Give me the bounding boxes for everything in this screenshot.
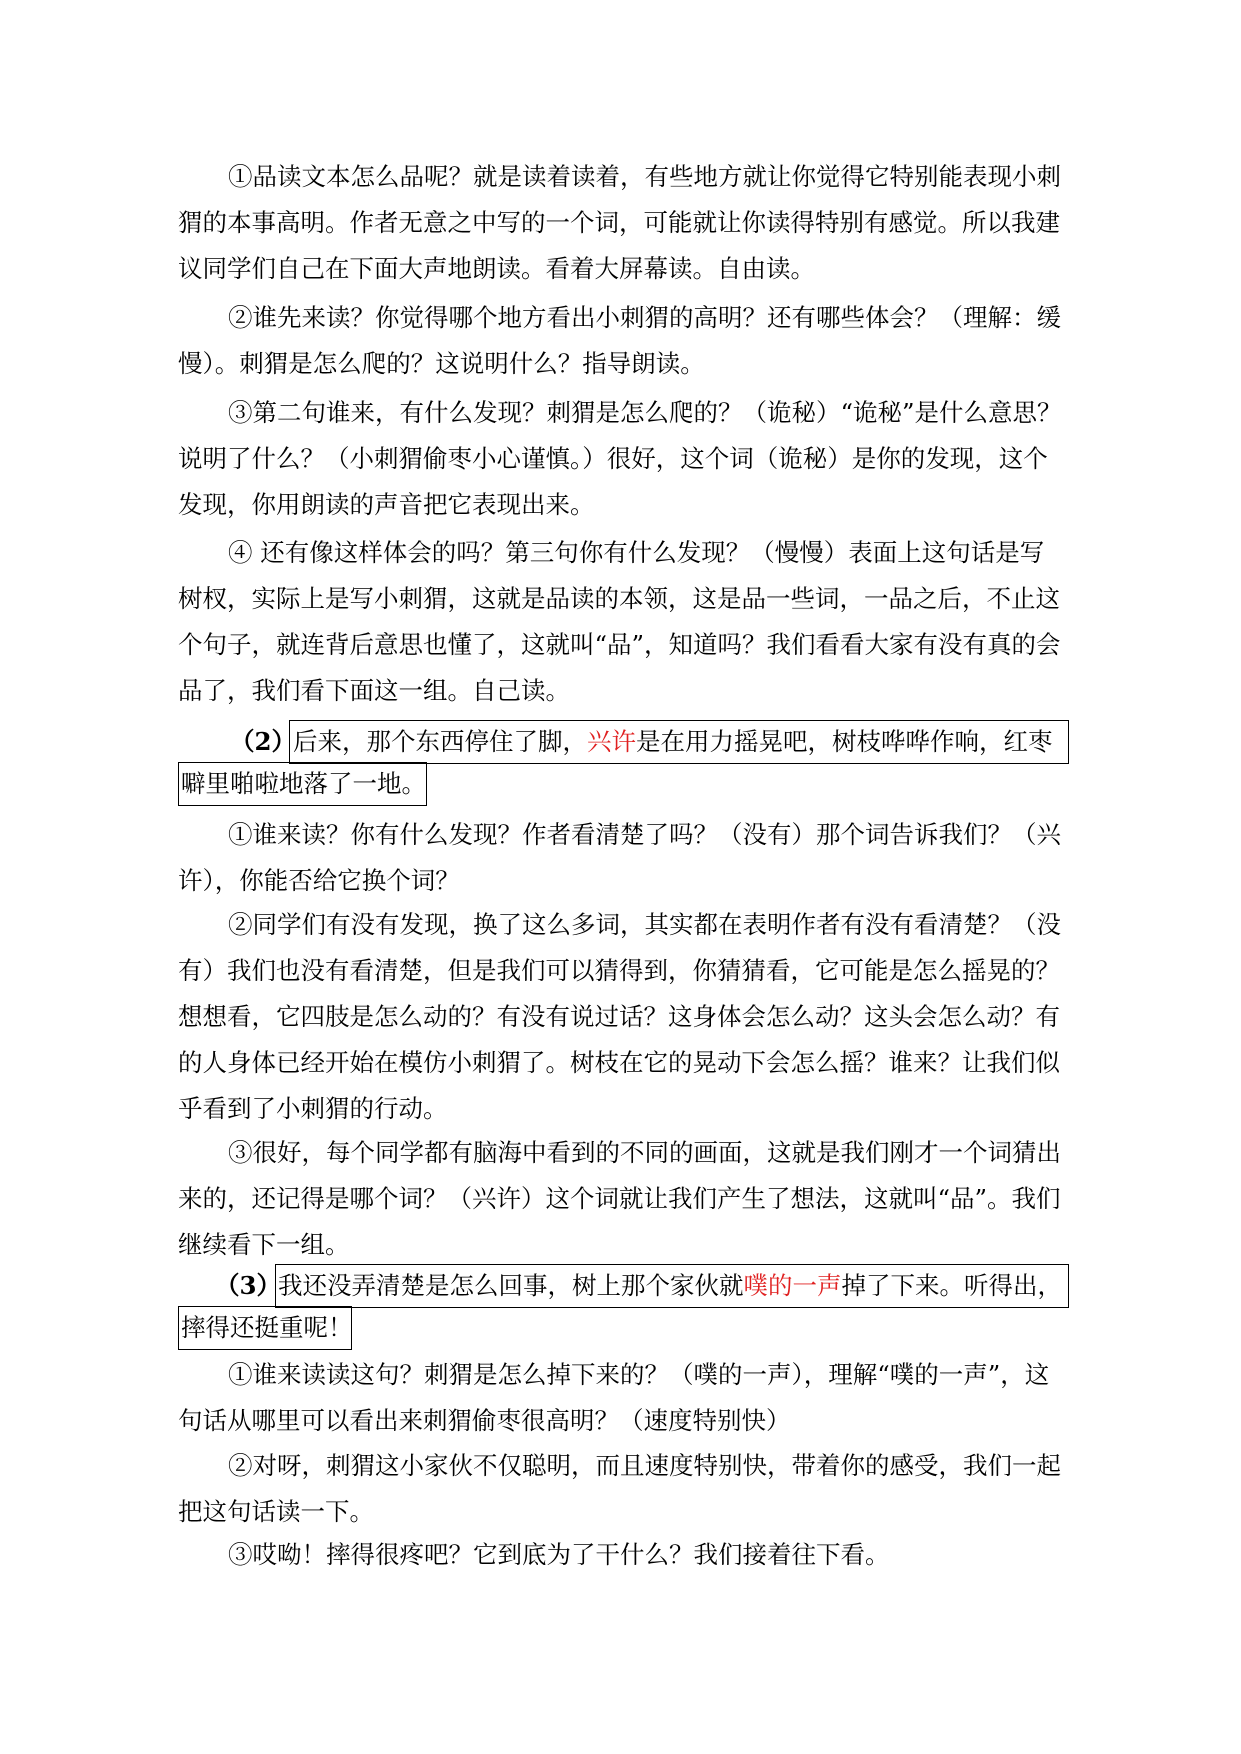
paragraph-4: ④ 还有像这样体会的吗？第三句你有什么发现？（慢慢）表面上这句话是写树杈，实际上是写小刺猬，这就是品读的本领，这是品一些词，一品之后，不止这个句子，就连背后意思也懂了，这就叫“品”，知道吗？我们看看大家有没有真的会品了，我们看下面这一组。自己读。 [178,538,1061,705]
quote-number: （2） [230,727,297,756]
paragraph-7: ③很好，每个同学都有脑海中看到的不同的画面，这就是我们刚才一个词猜出来的，还记得是哪个词？（兴许）这个词就让我们产生了想法，这就叫“品”。我们继续看下一组。 [178,1138,1061,1259]
highlighted-word: 兴许 [587,727,636,756]
paragraph-8: ①谁来读读这句？刺猬是怎么掉下来的？（噗的一声），理解“噗的一声”，这句话从哪里可以看出来刺猬偷枣很高明？（速度特别快） [178,1360,1050,1435]
quote-number: （3） [215,1271,282,1300]
paragraph-3: ③第二句谁来，有什么发现？刺猬是怎么爬的？（诡秘）“诡秘”是什么意思？说明了什么？（小刺猬偷枣小心谨慎。）很好，这个词（诡秘）是你的发现，这个发现，你用朗读的声音把它表现出来。 [178,398,1062,519]
highlighted-word: 噗的一声 [743,1271,842,1300]
quote-text: 后来，那个东西停住了脚， [293,727,587,756]
paragraph-6: ②同学们有没有发现，换了这么多词，其实都在表明作者有没有看清楚？（没有）我们也没有看清楚，但是我们可以猜得到，你猜猜看，它可能是怎么摇晃的？想想看，它四肢是怎么动的？有没有说过话？这身体会怎么动？这头会怎么动？有的人身体已经开始在模仿小刺猬了。树枝在它的晃动下会怎么摇？谁来？让我们似乎看到了小刺猬的行动。 [178,910,1061,1123]
quote-line-2: 噼里啪啦地落了一地。 [181,769,426,798]
quote-line-1 [278,1264,1062,1308]
paragraph-2: ②谁先来读？你觉得哪个地方看出小刺猬的高明？还有哪些体会？（理解：缓慢）。刺猬是怎么爬的？这说明什么？指导朗读。 [178,303,1061,378]
quote-text: 是在用力摇晃吧，树枝哗哗作响，红枣 [636,727,1053,756]
paragraph-1: ①品读文本怎么品呢？就是读着读着，有些地方就让你觉得它特别能表现小刺猬的本事高明。作者无意之中写的一个词，可能就让你读得特别有感觉。所以我建议同学们自己在下面大声地朗读。看着大屏幕读。自由读。 [178,162,1061,283]
paragraph-9: ②对呀，刺猬这小家伙不仅聪明，而且速度特别快，带着你的感受，我们一起把这句话读一下。 [178,1451,1061,1526]
paragraph-10: ③哎呦！摔得很疼吧？它到底为了干什么？我们接着往下看。 [228,1540,890,1569]
paragraph-5: ①谁来读？你有什么发现？作者看清楚了吗？（没有）那个词告诉我们？（兴许），你能否给它换个词？ [178,820,1061,895]
quote-text: 我还没弄清楚是怎么回事，树上那个家伙就 [278,1271,744,1300]
quote-text: 掉了下来。听得出， [841,1271,1062,1300]
quote-line-1 [293,720,1053,764]
quote-line-2: 摔得还挺重呢！ [181,1313,353,1342]
